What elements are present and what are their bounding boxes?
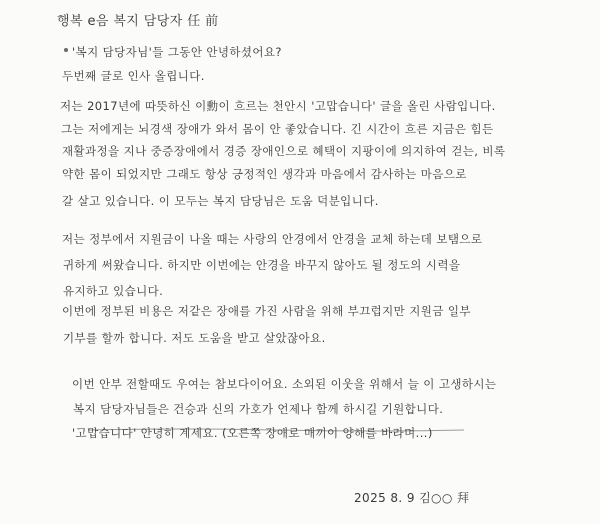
letter-line: 기부를 할까 합니다. 저도 도움을 받고 살았잖아요. bbox=[63, 331, 326, 345]
letter-line: 저는 2017년에 따뜻하신 이勳이 흐르는 천안시 '고맙습니다' 글을 올린 사람입니다. bbox=[60, 99, 496, 113]
letter-line: 두번째 글로 인사 올립니다. bbox=[62, 69, 205, 83]
letter-line: 유지하고 있습니다. bbox=[63, 284, 164, 298]
letter-line: '고맙습니다' 안녕히 계세요. (오른쪽 장애로 매끼이 양해를 바라며...) bbox=[72, 426, 433, 440]
letter-line: 이번 안부 전할때도 우여는 참보다이어요. 소외된 이웃을 위해서 늘 이 고생하시는 bbox=[72, 377, 497, 391]
letter-title: 행복 e음 복지 담당자 任 前 bbox=[57, 14, 219, 29]
ink-dot bbox=[63, 38, 69, 44]
letter-line: '복지 담당자님'들 그동안 안녕하셨어요? bbox=[72, 45, 282, 59]
letter-line: 재활과정을 지나 중증장애에서 경증 장애인으로 혜택이 지팡이에 의지하여 걷는, 비록 bbox=[62, 144, 506, 158]
letter-line: 저는 정부에서 지원금이 나올 때는 사랑의 안경에서 안경을 교체 하는데 보탬으로 bbox=[62, 232, 483, 246]
letter-line: 귀하게 써왔습니다. 하지만 이번에는 안경을 바꾸지 않아도 될 정도의 시력을 bbox=[63, 258, 461, 272]
letter-line: 그는 저에게는 뇌경색 장애가 와서 몸이 안 좋았습니다. 긴 시간이 흐른 지금은 힘든 bbox=[61, 122, 494, 136]
pen-underline bbox=[86, 418, 466, 424]
letter-line: 약한 몸이 되었지만 그래도 항상 긍정적인 생각과 마음에서 감사하는 마음으로 bbox=[62, 167, 467, 181]
letter-line: 이번에 정부된 비용은 저같은 장애를 가진 사람을 위해 부끄럽지만 지원금 일부 bbox=[62, 304, 471, 318]
signature-date: 2025 8. 9 김○○ 拜 bbox=[354, 491, 470, 505]
letter-line: 복지 담당자님들은 건승과 신의 가호가 언제나 함께 하시길 기원합니다. bbox=[73, 402, 444, 416]
letter-line: 갈 살고 있습니다. 이 모두는 복지 담당님은 도움 덕분입니다. bbox=[62, 194, 379, 208]
